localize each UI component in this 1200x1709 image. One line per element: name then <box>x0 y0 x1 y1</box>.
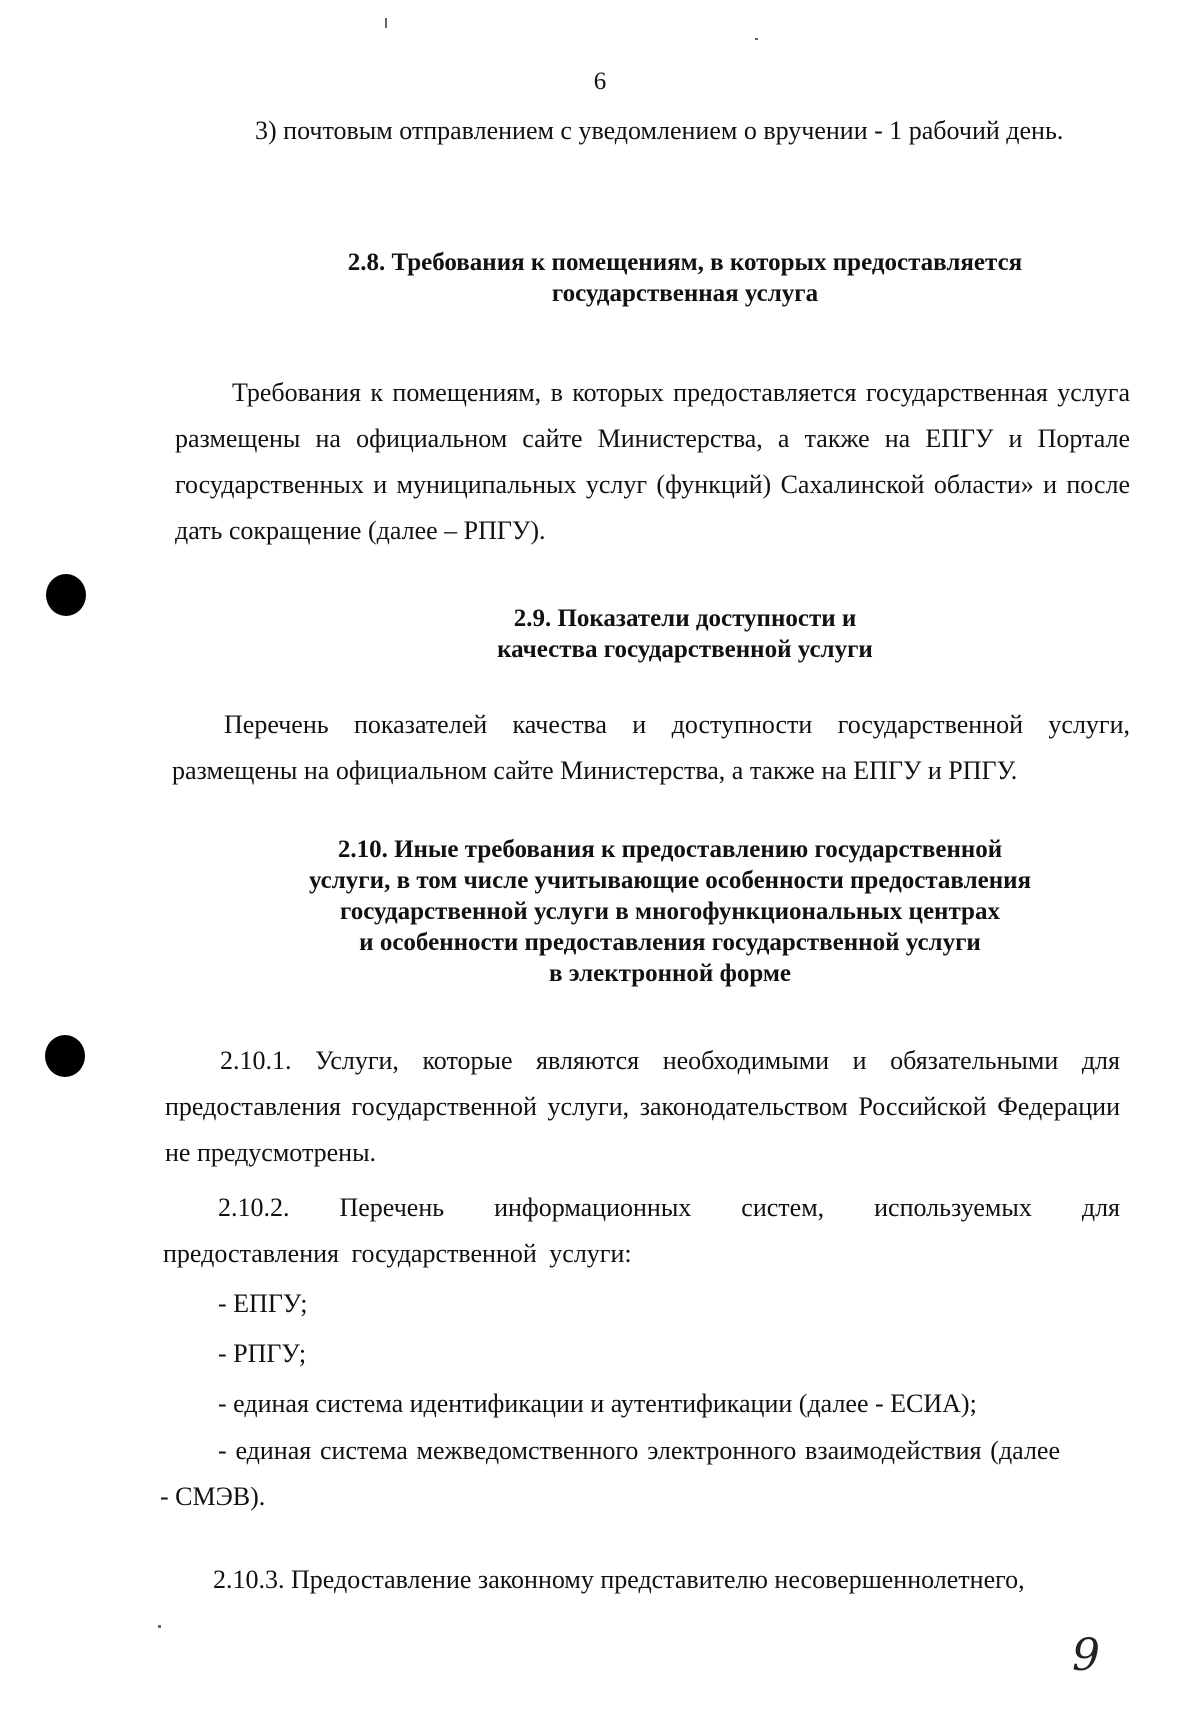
section-2-10-heading <box>230 834 1110 989</box>
handwritten-page-mark: 9 <box>1072 1630 1100 1681</box>
section-2-8-heading-line-2: государственная услуга <box>551 280 819 307</box>
section-2-8-body: Требования к помещениям, в которых предоставляется государственная услуга размещены на официальном сайте Министерства, а также на ЕПГУ и Портале государственных и муниципальных услуг (функций) Сахалинской области» и после дать сокращение (далее – РПГУ). <box>175 378 1130 545</box>
section-2-10-heading-line-2: услуги, в том числе учитывающие особенности предоставления <box>308 867 1032 894</box>
scan-speck <box>385 18 387 28</box>
list-item-rpgu: - РПГУ; <box>218 1339 307 1368</box>
section-2-9-body: Перечень показателей качества и доступности государственной услуги, размещены на официальном сайте Министерства, а также на ЕПГУ и РПГУ. <box>172 710 1130 785</box>
list-item-esia: - единая система идентификации и аутентификации (далее - ЕСИА); <box>218 1389 977 1418</box>
punch-hole-top <box>46 574 86 616</box>
continuation-line-2: день. <box>1006 116 1064 145</box>
list-item-smev: - единая система межведомственного электронного взаимодействия (далее - СМЭВ). <box>160 1436 1060 1511</box>
section-2-10-heading-line-4: и особенности предоставления государственной услуги <box>359 929 981 956</box>
page-number: 6 <box>593 68 607 95</box>
section-2-9-heading <box>420 603 950 665</box>
paragraph-2-10-3: 2.10.3. Предоставление законному представителю несовершеннолетнего, <box>213 1565 1025 1594</box>
section-2-10-heading-line-1: 2.10. Иные требования к предоставлению государственной <box>337 836 1003 863</box>
section-2-9-heading-line-2: качества государственной услуги <box>497 636 873 663</box>
section-2-8-heading <box>250 247 1120 309</box>
punch-hole-bottom <box>45 1035 85 1077</box>
section-2-9-heading-line-1: 2.9. Показатели доступности и <box>513 605 857 632</box>
section-2-10-heading-line-3: государственной услуги в многофункциональных центрах <box>340 898 1000 925</box>
paragraph-2-10-2: 2.10.2. Перечень информационных систем, используемых для предоставления государственной услуги: <box>163 1193 1120 1268</box>
continuation-line-1: 3) почтовым отправлением с уведомлением о вручении - 1 рабочий <box>255 116 1000 145</box>
section-2-10-heading-line-5: в электронной форме <box>548 960 792 987</box>
section-2-8-heading-line-1: 2.8. Требования к помещениям, в которых предоставляется <box>347 249 1023 276</box>
paragraph-2-10-1: 2.10.1. Услуги, которые являются необходимыми и обязательными для предоставления государственной услуги, законодательством Российской Федерации не предусмотрены. <box>165 1046 1120 1167</box>
scan-speck <box>755 38 758 40</box>
list-item-epgu: - ЕПГУ; <box>218 1289 308 1318</box>
continuation-paragraph <box>180 108 1130 154</box>
scan-speck <box>158 1625 161 1628</box>
